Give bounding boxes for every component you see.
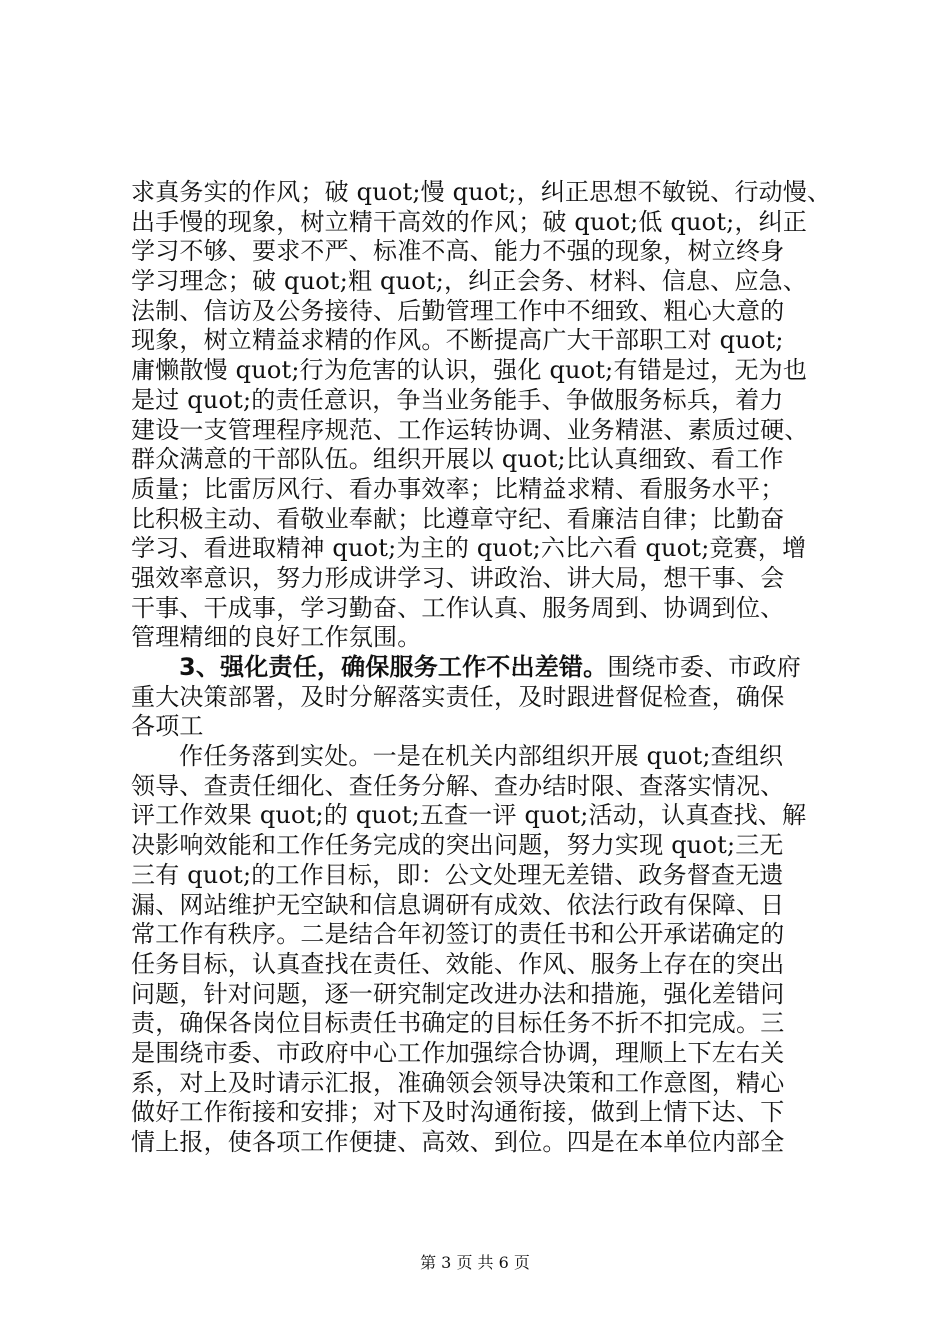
paragraph-tasks [131, 772, 831, 1158]
document-body [131, 178, 831, 1158]
section-3-heading: 3、强化责任，确保服务工作不出差错。 [179, 653, 608, 681]
text-line: 管理精细的良好工作氛围。 [131, 623, 422, 652]
text-line: 漏、网站维护无空缺和信息调研有成效、依法行政有保障、日 [131, 890, 785, 919]
text-line: 责，确保各岗位目标责任书确定的目标任务不折不扣完成。三 [131, 1009, 785, 1038]
text-line: 法制、信访及公务接待、后勤管理工作中不细致、粗心大意的 [131, 296, 785, 325]
section-3-first-line [131, 653, 831, 683]
text-line: 情上报，使各项工作便捷、高效、到位。四是在本单位内部全 [131, 1128, 785, 1156]
text-line: 建设一支管理程序规范、工作运转协调、业务精湛、素质过硬、 [131, 415, 809, 444]
text-line: 决影响效能和工作任务完成的突出问题，努力实现 quot;三无 [131, 831, 784, 860]
text-line: 庸懒散慢 quot;行为危害的认识，强化 quot;有错是过，无为也 [131, 356, 808, 385]
text-line: 领导、查责任细化、查任务分解、查办结时限、查落实情况、 [131, 771, 785, 800]
text-line: 系，对上及时请示汇报，准确领会领导决策和工作意图，精心 [131, 1068, 785, 1097]
text-line: 三有 quot;的工作目标，即：公文处理无差错、政务督查无遗 [131, 860, 784, 889]
text-line: 学习不够、要求不严、标准不高、能力不强的现象，树立终身 [131, 237, 785, 266]
text-line: 各项工 [131, 712, 204, 741]
text-line: 比积极主动、看敬业奉献；比遵章守纪、看廉洁自律；比勤奋 [131, 504, 785, 533]
text-line: 干事、干成事，学习勤奋、工作认真、服务周到、协调到位、 [131, 593, 785, 622]
text-line: 强效率意识，努力形成讲学习、讲政治、讲大局，想干事、会 [131, 563, 785, 592]
text-line: 问题，针对问题，逐一研究制定改进办法和措施，强化差错问 [131, 979, 785, 1008]
text-line: 常工作有秩序。二是结合年初签订的责任书和公开承诺确定的 [131, 920, 785, 949]
text-line: 是过 quot;的责任意识，争当业务能手、争做服务标兵，着力 [131, 385, 784, 414]
text-line: 现象，树立精益求精的作风。不断提高广大干部职工对 quot; [131, 326, 784, 355]
text-line: 出手慢的现象，树立精干高效的作风；破 quot;低 quot;，纠正 [131, 207, 808, 236]
text-line: 质量；比雷厉风行、看办事效率；比精益求精、看服务水平； [131, 474, 785, 503]
paragraph-work-style [131, 178, 831, 653]
paragraph-tasks-first-line: 作任务落到实处。一是在机关内部组织开展 quot;查组织 [179, 742, 784, 771]
text-line: 重大决策部署，及时分解落实责任，及时跟进督促检查，确保 [131, 682, 785, 711]
text-line: 求真务实的作风；破 quot;慢 quot;，纠正思想不敏锐、行动慢、 [131, 178, 832, 206]
page-footer: 第 3 页 共 6 页 [420, 1253, 530, 1272]
text-line: 学习理念；破 quot;粗 quot;，纠正会务、材料、信息、应急、 [131, 267, 808, 296]
text-line: 任务目标，认真查找在责任、效能、作风、服务上存在的突出 [131, 949, 785, 978]
paragraph-section-3 [131, 683, 831, 742]
text-line: 是围绕市委、市政府中心工作加强综合协调，理顺上下左右关 [131, 1038, 785, 1067]
text-line: 群众满意的干部队伍。组织开展以 quot;比认真细致、看工作 [131, 445, 784, 474]
text-line: 评工作效果 quot;的 quot;五查一评 quot;活动，认真查找、解 [131, 801, 807, 830]
text-line: 学习、看进取精神 quot;为主的 quot;六比六看 quot;竞赛，增 [131, 534, 807, 563]
section-3-first-line-text: 围绕市委、市政府 [607, 653, 801, 681]
text-line: 做好工作衔接和安排；对下及时沟通衔接，做到上情下达、下 [131, 1098, 785, 1127]
